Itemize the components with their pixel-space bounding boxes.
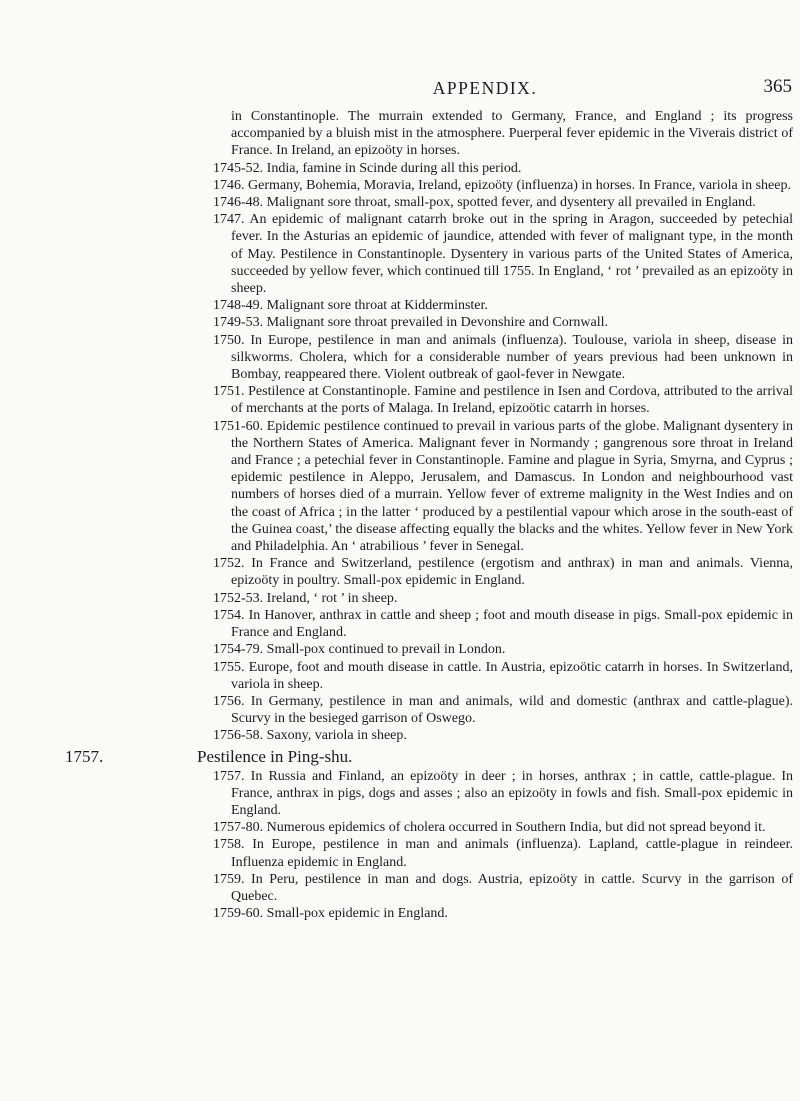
entry-date: 1758. <box>213 837 245 853</box>
entries-after <box>213 768 793 923</box>
chronology-entry <box>213 641 793 658</box>
entry-text: Small-pox epidemic in England. <box>266 906 448 922</box>
chronology-entry <box>213 871 793 905</box>
chronology-entry <box>213 693 793 727</box>
chronology-entry <box>213 836 793 870</box>
page-header <box>240 76 792 100</box>
chronology-entry <box>213 297 793 314</box>
entries-before <box>213 160 793 745</box>
entry-date: 1755. <box>213 659 245 675</box>
entry-date: 1752-53. <box>213 590 264 606</box>
entry-date: 1759. <box>213 871 245 887</box>
entry-text: In Europe, pestilence in man and animals (influenza). Lapland, cattle-plague in reindeer. Influenza epidemic in England. <box>231 837 794 870</box>
running-head: APPENDIX. <box>432 78 538 98</box>
chronology-entry <box>213 905 793 922</box>
entry-date: 1754-79. <box>213 642 264 658</box>
entry-date: 1745-52. <box>213 160 264 176</box>
chronology-entry <box>213 332 793 384</box>
entry-text: In Peru, pestilence in man and dogs. Austria, epizoöty in cattle. Scurvy in the garrison of Quebec. <box>231 871 793 904</box>
chronology-entry <box>213 177 793 194</box>
chronology-entry <box>213 211 793 297</box>
entry-date: 1754. <box>213 607 245 623</box>
entry-date: 1746. <box>213 177 245 193</box>
entry-text: In Russia and Finland, an epizoöty in deer ; in horses, anthrax ; in cattle, cattle-plague. In France, anthrax in pigs, dogs and asses ; also an epizoöty in fowls and fish. Small-pox epidemic in England. <box>231 768 794 818</box>
entry-text: Small-pox continued to prevail in London. <box>266 642 506 658</box>
entry-text: In Hanover, anthrax in cattle and sheep ; foot and mouth disease in pigs. Small-pox epidemic in France and England. <box>231 607 793 641</box>
entry-date: 1756-58. <box>213 728 264 744</box>
major-entry-text: Pestilence in Ping-shu. <box>197 746 353 766</box>
chronology-entry <box>213 727 793 744</box>
chronology-entry <box>213 314 793 331</box>
entry-text: An epidemic of malignant catarrh broke out in the spring in Aragon, succeeded by petechial fever. In the Asturias an epidemic of jaundice, attended with fever of malignant type, in the month of May. Pestilence in Constantinople. Dysentery in various parts of the United States of America, succeeded by yellow fever, which continued till 1755. In England, ‘ rot ’ prevailed as an epizoöty in sheep. <box>231 212 793 297</box>
entry-text: Saxony, variola in sheep. <box>266 728 407 744</box>
entry-text: Europe, foot and mouth disease in cattle. In Austria, epizoötic catarrh in horses. In Switzerland, variola in sheep. <box>231 659 793 692</box>
entry-date: 1746-48. <box>213 195 264 211</box>
entry-text: India, famine in Scinde during all this period. <box>266 160 522 176</box>
entry-date: 1757-80. <box>213 820 264 836</box>
entry-date: 1749-53. <box>213 315 264 331</box>
entry-text: Epidemic pestilence continued to prevail in various parts of the globe. Malignant dysentery in the Northern States of America. Malignant fever in Normandy ; gangrenous sore throat in Ireland and France ; a petechial fever in Constantinople. Famine and plague in Syria, Smyrna, and Cyprus ; epidemic pestilence in Aleppo, Jerusalem, and Damascus. In London and neighbourhood vast numbers of horses died of a murrain. Yellow fever of extreme malignity in the West Indies and on the coast of Africa ; in the latter ‘ produced by a pestilential vapour which arose in the south-east of the Guinea coast,’ the disease affecting equally the blacks and the whites. Yellow fever in New York and Philadelphia. An ‘ atrabilious ’ fever in Senegal. <box>231 418 794 555</box>
chronology-entry <box>213 607 793 641</box>
entry-text: Ireland, ‘ rot ’ in sheep. <box>266 590 398 606</box>
entry-date: 1756. <box>213 693 245 709</box>
entry-text: Malignant sore throat at Kidderminster. <box>266 298 488 314</box>
chronology-entry <box>213 160 793 177</box>
lead-paragraph: in Constantinople. The murrain extended to Germany, France, and England ; its progress accompanied by a bluish mist in the atmosphere. Puerperal fever epidemic in the Viverais district of France. In Ireland, an epizoöty in horses. <box>231 109 793 159</box>
chronology-entry <box>213 819 793 836</box>
major-entry <box>65 746 793 767</box>
page-body <box>65 108 794 922</box>
entry-text: Malignant sore throat, small-pox, spotted fever, and dysentery all prevailed in England. <box>266 195 756 211</box>
entry-text: Germany, Bohemia, Moravia, Ireland, epizoöty (influenza) in horses. In France, variola in sheep. <box>248 177 791 193</box>
entry-date: 1751-60. <box>213 418 264 434</box>
entry-date: 1748-49. <box>213 298 264 314</box>
entry-text: In Europe, pestilence in man and animals (influenza). Toulouse, variola in sheep, disease in silkworms. Cholera, which for a considerable number of years previous had been unknown in Bombay, reappeared there. Violent outbreak of gaol-fever in Newgate. <box>231 332 794 383</box>
entry-date: 1757. <box>213 768 245 784</box>
chronology-entry <box>213 555 793 589</box>
entry-date: 1759-60. <box>213 906 264 922</box>
chronology-entry <box>213 418 793 556</box>
entry-date: 1747. <box>213 212 245 228</box>
entry-text: Numerous epidemics of cholera occurred in Southern India, but did not spread beyond it. <box>266 820 766 836</box>
entry-text: Pestilence at Constantinople. Famine and pestilence in Isen and Cordova, attributed to the arrival of merchants at the ports of Malaga. In Ireland, epizoötic catarrh in horses. <box>231 384 793 417</box>
major-entry-date: 1757. <box>65 746 104 766</box>
chronology-entry <box>213 590 793 607</box>
chronology-entry <box>213 194 793 211</box>
entry-text: Malignant sore throat prevailed in Devonshire and Cornwall. <box>266 315 609 331</box>
chronology-entry <box>213 768 793 820</box>
entry-date: 1750. <box>213 332 245 348</box>
entry-text: In France and Switzerland, pestilence (ergotism and anthrax) in man and animals. Vienna, epizoöty in poultry. Small-pox epidemic in England. <box>231 556 794 589</box>
chronology-entry <box>213 659 793 693</box>
page-number: 365 <box>763 76 792 97</box>
entry-date: 1751. <box>213 384 245 400</box>
chronology-entry <box>213 383 793 417</box>
entry-date: 1752. <box>213 556 245 572</box>
entry-text: In Germany, pestilence in man and animals, wild and domestic (anthrax and cattle-plague). Scurvy in the besieged garrison of Oswego. <box>231 693 793 727</box>
